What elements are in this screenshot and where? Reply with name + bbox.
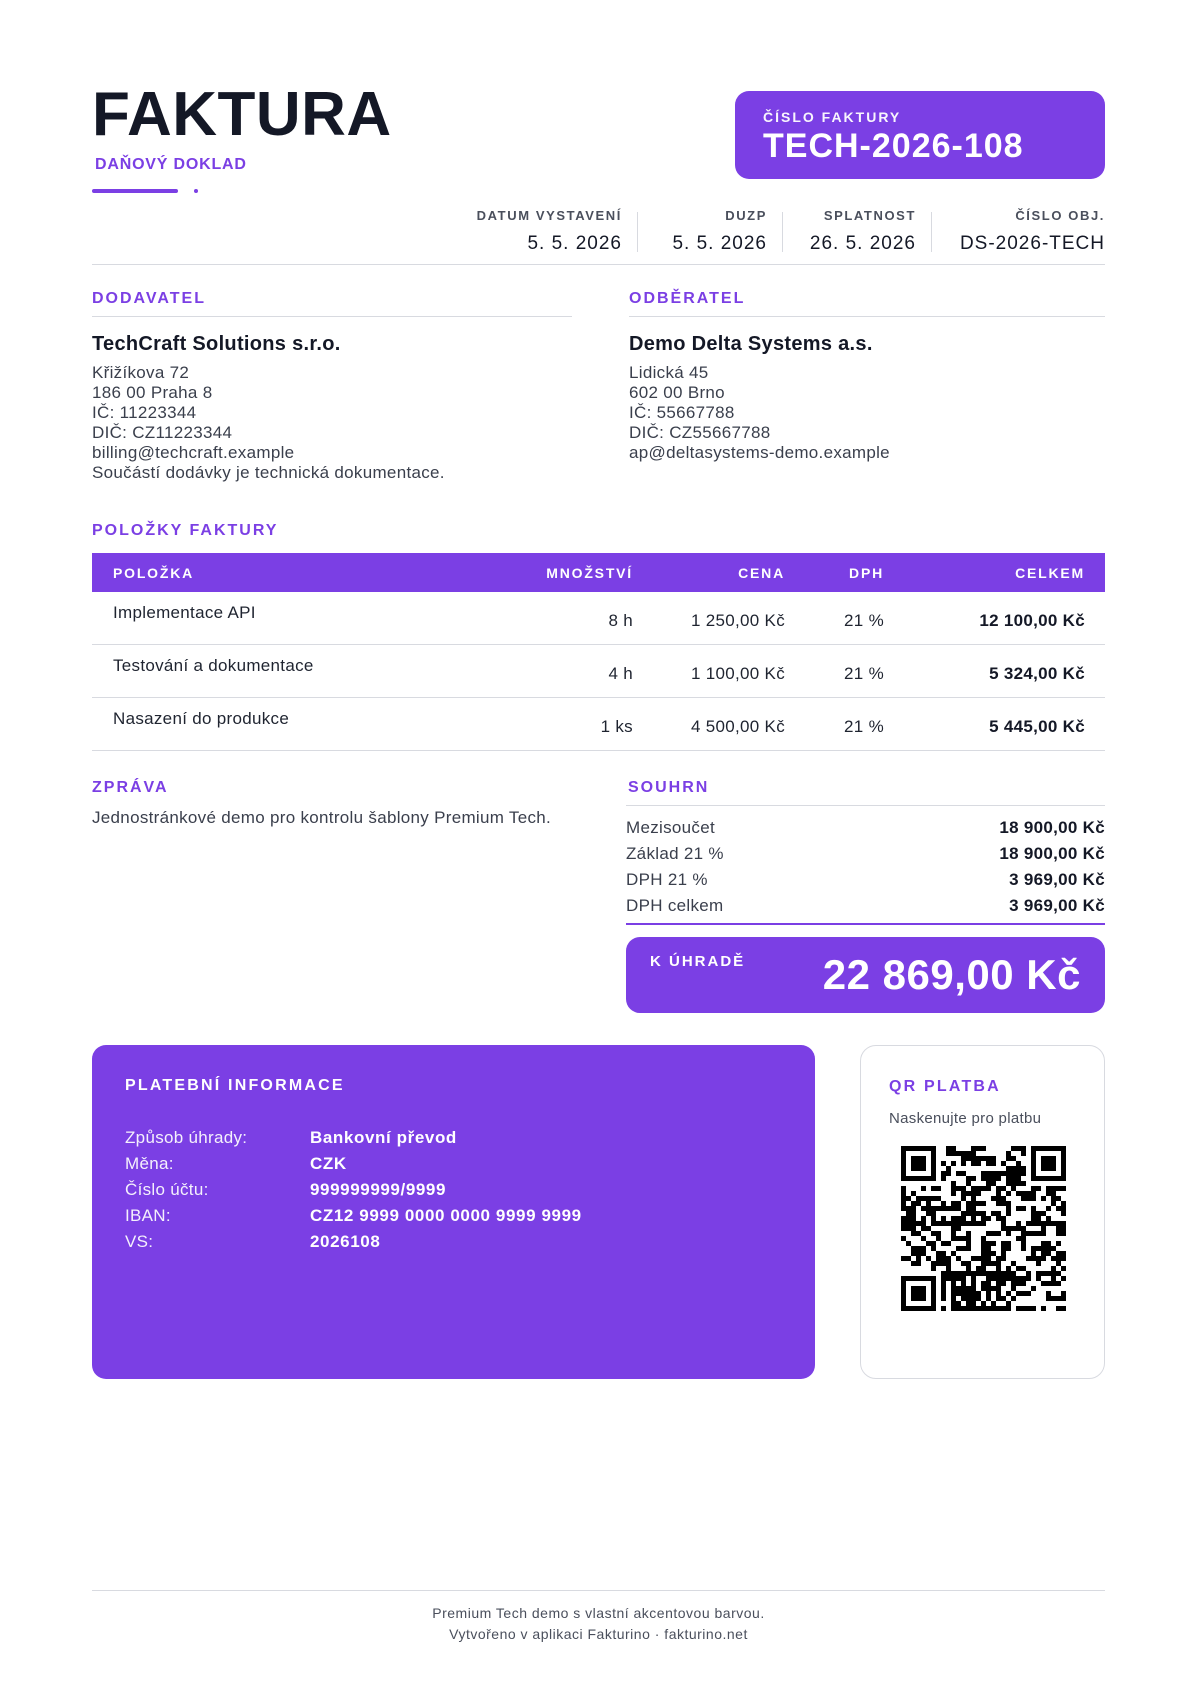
supplier-line: 186 00 Praha 8 (92, 383, 213, 402)
customer-line: Lidická 45 (629, 363, 709, 382)
items-label: POLOŽKY FAKTURY (92, 522, 279, 539)
title-underline (92, 189, 178, 193)
footer-line-2: Vytvořeno v aplikaci Fakturino · fakturino.net (449, 1626, 748, 1642)
item-vat: 21 % (844, 664, 884, 683)
summary-row (626, 818, 1105, 838)
item-name: Nasazení do produkce (113, 709, 290, 728)
payment-key: Číslo účtu: (125, 1180, 209, 1199)
invoice-number-box (735, 91, 1105, 179)
summary-row-label: DPH celkem (626, 896, 724, 915)
meta-label: DUZP (725, 208, 767, 223)
summary-row-value: 3 969,00 Kč (1009, 896, 1105, 915)
payment-row (125, 1154, 347, 1174)
payment-key: Měna: (125, 1154, 174, 1173)
summary-label: SOUHRN (628, 779, 710, 796)
meta-divider (637, 212, 638, 252)
meta-value: 5. 5. 2026 (672, 233, 767, 254)
summary-row (626, 844, 1105, 864)
item-price: 1 250,00 Kč (690, 611, 785, 630)
meta-value: 5. 5. 2026 (527, 233, 622, 254)
column-header-item: POLOŽKA (113, 565, 195, 581)
qr-modules (901, 1146, 1066, 1311)
customer-line: IČ: 55667788 (629, 403, 735, 422)
item-quantity: 8 h (608, 611, 633, 630)
meta-label: SPLATNOST (823, 208, 916, 223)
payment-value: 2026108 (310, 1232, 381, 1251)
supplier-line: billing@techcraft.example (92, 443, 295, 462)
table-row (92, 646, 1105, 698)
column-header-price: CENA (738, 565, 785, 581)
payment-key: IBAN: (125, 1206, 171, 1225)
meta-issue-date (477, 208, 622, 255)
meta-order-number (960, 208, 1105, 255)
summary-divider (626, 805, 1105, 806)
payment-info-title: PLATEBNÍ INFORMACE (125, 1077, 345, 1094)
message-label: ZPRÁVA (92, 779, 169, 796)
item-quantity: 1 ks (600, 717, 633, 736)
meta-due-date (810, 208, 916, 255)
column-header-total: CELKEM (1015, 565, 1085, 581)
customer-line: DIČ: CZ55667788 (629, 423, 771, 442)
summary-row-value: 3 969,00 Kč (1009, 870, 1105, 889)
qr-subtitle: Naskenujte pro platbu (889, 1110, 1042, 1127)
summary-row-label: Základ 21 % (626, 844, 724, 863)
payment-key: VS: (125, 1232, 154, 1251)
table-row (92, 593, 1105, 645)
meta-label: ČÍSLO OBJ. (1015, 208, 1105, 223)
column-header-vat: DPH (849, 565, 884, 581)
invoice-number-label: ČÍSLO FAKTURY (763, 109, 902, 125)
amount-due-label: K ÚHRADĚ (650, 953, 746, 970)
item-name: Implementace API (113, 603, 256, 622)
summary-row (626, 896, 1105, 916)
message-text: Jednostránkové demo pro kontrolu šablony Premium Tech. (92, 808, 552, 827)
payment-info-box (92, 1045, 815, 1379)
payment-row (125, 1128, 457, 1148)
supplier-line: DIČ: CZ11223344 (92, 423, 233, 442)
item-vat: 21 % (844, 717, 884, 736)
meta-value: 26. 5. 2026 (809, 233, 916, 254)
column-header-quantity: MNOŽSTVÍ (546, 565, 633, 581)
supplier-line: Křižíkova 72 (92, 363, 190, 382)
summary-row-label: DPH 21 % (626, 870, 708, 889)
supplier-details (92, 363, 445, 483)
customer-label: ODBĚRATEL (629, 290, 746, 307)
supplier-line: Součástí dodávky je technická dokumentace. (92, 463, 445, 482)
qr-payment-box (860, 1045, 1105, 1379)
payment-value: 999999999/9999 (310, 1180, 447, 1199)
summary-total-divider (626, 923, 1105, 925)
header-divider (92, 264, 1105, 265)
payment-value: CZK (310, 1154, 347, 1173)
title-underline-dot (194, 189, 198, 193)
item-total: 12 100,00 Kč (979, 611, 1085, 630)
qr-code-icon (901, 1146, 1066, 1311)
summary-row-value: 18 900,00 Kč (999, 818, 1105, 837)
footer-divider (92, 1590, 1105, 1591)
summary-row-value: 18 900,00 Kč (999, 844, 1105, 863)
payment-row (125, 1206, 582, 1226)
amount-due-value: 22 869,00 Kč (822, 951, 1081, 998)
summary-row-label: Mezisoučet (626, 818, 715, 837)
payment-value: CZ12 9999 0000 0000 9999 9999 (310, 1206, 582, 1225)
supplier-label: DODAVATEL (92, 290, 206, 307)
summary-row (626, 870, 1105, 890)
meta-divider (931, 212, 932, 252)
item-vat: 21 % (844, 611, 884, 630)
amount-due-box (626, 937, 1105, 1013)
item-total: 5 445,00 Kč (989, 717, 1085, 736)
supplier-divider (92, 316, 572, 317)
meta-divider (782, 212, 783, 252)
item-name: Testování a dokumentace (113, 656, 314, 675)
payment-row (125, 1180, 446, 1200)
item-total: 5 324,00 Kč (989, 664, 1085, 683)
item-price: 4 500,00 Kč (690, 717, 785, 736)
customer-line: 602 00 Brno (629, 383, 725, 402)
invoice-title: FAKTURA (92, 80, 392, 149)
invoice-number: TECH-2026-108 (763, 127, 1024, 165)
invoice-subtitle: DAŇOVÝ DOKLAD (95, 156, 247, 173)
payment-row (125, 1232, 380, 1252)
customer-divider (629, 316, 1105, 317)
footer-line-1: Premium Tech demo s vlastní akcentovou barvou. (432, 1605, 765, 1621)
meta-label: DATUM VYSTAVENÍ (476, 208, 622, 223)
items-table-header (92, 553, 1105, 592)
payment-value: Bankovní převod (310, 1128, 457, 1147)
supplier-name: TechCraft Solutions s.r.o. (92, 333, 341, 355)
item-quantity: 4 h (608, 664, 633, 683)
meta-value: DS-2026-TECH (959, 233, 1105, 254)
payment-key: Způsob úhrady: (125, 1128, 248, 1147)
supplier-line: IČ: 11223344 (92, 403, 197, 422)
customer-name: Demo Delta Systems a.s. (629, 333, 873, 355)
meta-duzp (672, 208, 767, 255)
qr-title: QR PLATBA (889, 1078, 1001, 1095)
customer-line: ap@deltasystems-demo.example (629, 443, 890, 462)
table-row (92, 699, 1105, 751)
customer-details (629, 363, 890, 463)
item-price: 1 100,00 Kč (690, 664, 785, 683)
